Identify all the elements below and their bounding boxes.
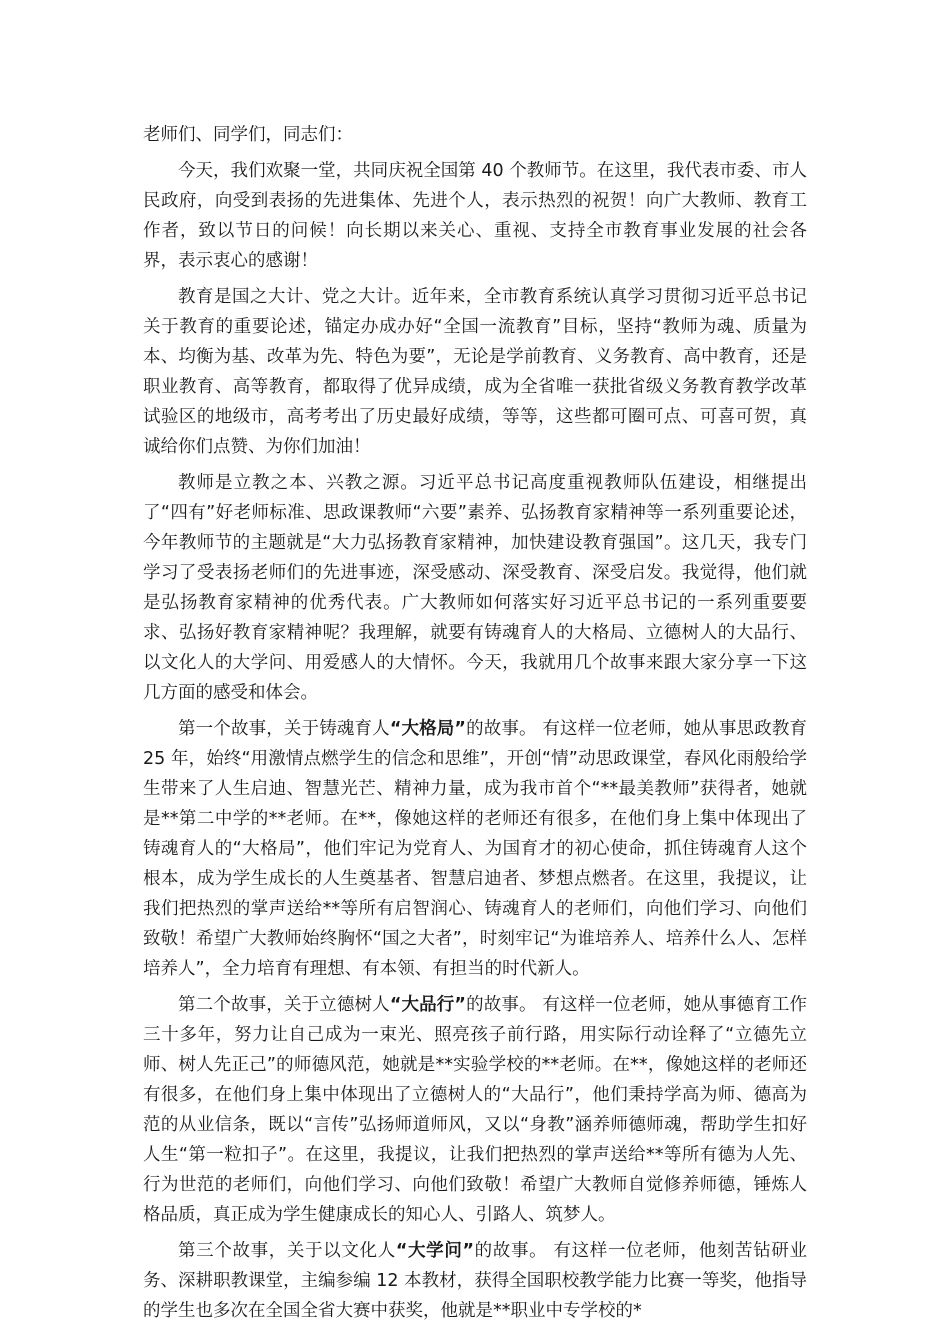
document-page	[143, 120, 807, 1332]
story-one-keyword: “大格局”	[389, 719, 466, 739]
paragraph-teachers: 教师是立教之本、兴教之源。习近平总书记高度重视教师队伍建设，相继提出了“四有”好老师标准、思政课教师“六要”素养、弘扬教育家精神等一系列重要论述，今年教师节的主题就是“大力弘扬教育家精神，加快建设教育强国”。这几天，我专门学习了受表扬老师们的先进事迹，深受感动、深受教育、深受启发。我觉得，他们就是弘扬教育家精神的优秀代表。广大教师如何落实好习近平总书记的一系列重要要求、弘扬好教育家精神呢？我理解，就要有铸魂育人的大格局、立德树人的大品行、以文化人的大学问、用爱感人的大情怀。今天，我就用几个故事来跟大家分享一下这几方面的感受和体会。	[143, 473, 807, 703]
story-two-keyword: “大品行”	[389, 995, 466, 1015]
story-three-intro: 第三个故事，关于以文化人	[178, 1241, 396, 1261]
paragraph-opening: 今天，我们欢聚一堂，共同庆祝全国第 40 个教师节。在这里，我代表市委、市人民政府，向受到表扬的先进集体、先进个人，表示热烈的祝贺！向广大教师、教育工作者，致以节日的问候！向长期以来关心、重视、支持全市教育事业发展的社会各界，表示衷心的感谢！	[143, 161, 807, 271]
story-three-keyword: “大学问”	[395, 1241, 474, 1261]
greeting: 老师们、同学们，同志们：	[143, 125, 353, 145]
story-two-intro: 第二个故事，关于立德树人	[178, 995, 390, 1015]
paragraph-story-one	[143, 714, 807, 984]
story-three-body: 的故事。 有这样一位老师，他刻苦钻研业务、深耕职教课堂，主编参编 12 本教材，获得全国职校教学能力比赛一等奖，他指导的学生也多次在全国全省大赛中获奖，他就是**职业中专学校的*	[143, 1241, 807, 1321]
paragraph-story-two	[143, 990, 807, 1230]
paragraph-education: 教育是国之大计、党之大计。近年来，全市教育系统认真学习贯彻习近平总书记关于教育的重要论述，锚定办成办好“全国一流教育”目标，坚持“教师为魂、质量为本、均衡为基、改革为先、特色为要”，无论是学前教育、义务教育、高中教育，还是职业教育、高等教育，都取得了优异成绩，成为全省唯一获批省级义务教育教学改革试验区的地级市，高考考出了历史最好成绩，等等，这些都可圈可点、可喜可贺，真诚给你们点赞、为你们加油！	[143, 287, 807, 457]
story-one-body: 的故事。 有这样一位老师，她从事思政教育 25 年，始终“用激情点燃学生的信念和思维”，开创“情”动思政课堂，春风化雨般给学生带来了人生启迪、智慧光芒、精神力量，成为我市首个“**最美教师”获得者，她就是**第二中学的**老师。在**，像她这样的老师还有很多，在他们身上集中体现出了铸魂育人的“大格局”，他们牢记为党育人、为国育才的初心使命，抓住铸魂育人这个根本，成为学生成长的人生奠基者、智慧启迪者、梦想点燃者。在这里，我提议，让我们把热烈的掌声送给**等所有启智润心、铸魂育人的老师们，向他们学习、向他们致敬！希望广大教师始终胸怀“国之大者”，时刻牢记“为谁培养人、培养什么人、怎样培养人”，全力培育有理想、有本领、有担当的时代新人。	[143, 719, 807, 979]
story-two-body: 的故事。 有这样一位老师，她从事德育工作三十多年，努力让自己成为一束光、照亮孩子前行路，用实际行动诠释了“立德先立师、树人先正己”的师德风范，她就是**实验学校的**老师。在**，像她这样的老师还有很多，在他们身上集中体现出了立德树人的“大品行”，他们秉持学高为师、德高为范的从业信条，既以“言传”弘扬师道师风，又以“身教”涵养师德师魂，帮助学生扣好人生“第一粒扣子”。在这里，我提议，让我们把热烈的掌声送给**等所有德为人先、行为世范的老师们，向他们学习、向他们致敬！希望广大教师自觉修养师德，锤炼人格品质，真正成为学生健康成长的知心人、引路人、筑梦人。	[143, 995, 807, 1225]
story-one-intro: 第一个故事，关于铸魂育人	[178, 719, 390, 739]
paragraph-story-three	[143, 1236, 807, 1326]
